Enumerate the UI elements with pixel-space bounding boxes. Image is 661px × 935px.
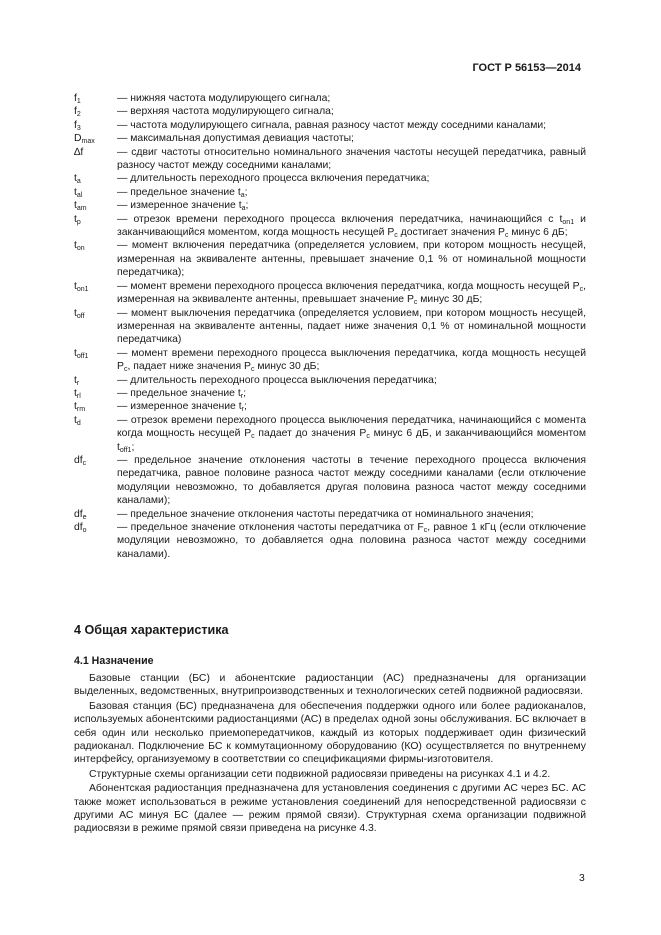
definition-row	[74, 146, 589, 173]
definition-row	[74, 186, 586, 199]
definition-symbol: $D_{max}$	[74, 133, 95, 146]
page-number: 3	[579, 873, 585, 884]
section-title: 4 Общая характеристика	[74, 623, 229, 637]
definition-text: — отрезок времени переходного процесса включения передатчика, начинающийся с $t_{on1}$ и заканчивающийся моментом, когда мощность несущей $P_c$ достигает значения $P_c$ минус 6 дБ;	[117, 213, 589, 240]
definition-symbol: $t_r$	[74, 374, 80, 387]
definition-text: — максимальная допустимая девиация частоты;	[117, 133, 354, 145]
definition-symbol: $df_o$	[74, 522, 87, 534]
paragraph: Абонентская радиостанция предназначена для установления соединения с другими АС через БС. АС также может использоваться в режиме установления соединений для непосредственной радиосвязи с другими АС минуя БС (далее — режим прямой связи). Структурная схема организации подвижной радиосвязи в режиме прямой связи приведена на рисунке 4.3.	[74, 783, 586, 835]
definition-row	[74, 521, 589, 561]
definition-text: — верхняя частота модулирующего сигнала;	[117, 106, 334, 118]
definition-symbol: $t_a$	[74, 173, 81, 186]
definition-row	[74, 239, 589, 279]
definition-symbol: $t_{on}$	[74, 240, 85, 253]
definition-text: — измеренное значение $t_r$;	[117, 401, 247, 414]
definition-symbol: $t_{rm}$	[74, 401, 86, 414]
definition-text: — момент выключения передатчика (определяется условием, при котором мощность несущей, измеренная на эквиваленте антенны, падает ниже значения 0,1 % от номинальной мощности передатчика)	[117, 307, 589, 346]
definition-row	[74, 92, 586, 105]
definition-row	[74, 280, 589, 307]
definition-text: — момент времени переходного процесса выключения передатчика, когда мощность несущей $P_c$, падает ниже значения $P_c$ минус 30 дБ;	[117, 347, 589, 374]
standard-header: ГОСТ Р 56153—2014	[472, 62, 581, 74]
definition-row	[74, 199, 586, 212]
definition-symbol: $t_d$	[74, 414, 81, 427]
definition-text: — отрезок времени переходного процесса выключения передатчика, начинающийся с момента когда мощность несущей $P_c$ падает до значения $P_c$ минус 6 дБ, и заканчивающийся моментом $t_{off1}$;	[117, 414, 589, 454]
definition-row	[74, 119, 586, 132]
definition-row	[74, 105, 586, 118]
definition-text: — сдвиг частоты относительно номинального значения частоты несущей передатчика, равный разносу частот между соседними каналами;	[117, 146, 589, 172]
paragraph: Базовые станции (БС) и абонентские радиостанции (АС) предназначены для организации выделенных, ведомственных, внутрипроизводственных и технологических сетей подвижной радиосвязи.	[74, 673, 586, 698]
definition-symbol: $t_{on1}$	[74, 280, 89, 293]
definition-symbol: $t_{off1}$	[74, 347, 89, 360]
definition-text: — предельное значение отклонения частоты в течение переходного процесса включения передатчика, равное половине разноса частот между соседними каналами (если отключение модуляции невозможно, то добавляется другая половина разноса частот между соседними каналами);	[117, 454, 589, 507]
paragraph: Структурные схемы организации сети подвижной радиосвязи приведены на рисунках 4.1 и 4.2.	[89, 768, 551, 780]
definition-text: — измеренное значение $t_a$;	[117, 200, 249, 213]
definition-symbol: $f_1$	[74, 93, 81, 105]
definition-symbol: $df_e$	[74, 508, 87, 521]
definition-row	[74, 508, 586, 521]
definition-text: — момент времени переходного процесса включения передатчика, когда мощность несущей $P_c$, измеренная на эквиваленте антенны, превышает значение $P_c$ минус 30 дБ;	[117, 280, 589, 307]
definition-symbol: $t_{al}$	[74, 186, 83, 199]
definition-text: — предельное значение $t_r$;	[117, 387, 246, 400]
definition-symbol: $f_2$	[74, 106, 81, 119]
definition-text: — предельное значение $t_a$;	[117, 186, 248, 199]
definition-row	[74, 414, 589, 454]
definition-text: — предельное значение отклонения частоты передатчика от номинального значения;	[117, 508, 534, 520]
definition-row	[74, 132, 586, 145]
definition-text: — длительность переходного процесса выключения передатчика;	[117, 374, 437, 386]
definition-symbol: $t_{off}$	[74, 307, 85, 320]
definition-text: — момент включения передатчика (определяется условием, при котором мощность несущей, измеренная на эквиваленте антенны, превышает значение 0,1 % от номинальной мощности передатчика);	[117, 240, 589, 279]
definition-text: — длительность переходного процесса включения передатчика;	[117, 173, 430, 185]
definition-symbol: $f_3$	[74, 119, 81, 132]
definition-row	[74, 387, 586, 400]
definition-symbol: $t_{rl}$	[74, 387, 81, 400]
definition-row	[74, 400, 586, 413]
definition-row	[74, 172, 586, 185]
definition-text: — нижняя частота модулирующего сигнала;	[117, 93, 331, 104]
paragraph: Базовая станция (БС) предназначена для обеспечения поддержки одного или более радиоканалов, используемых абонентскими радиостанциями (АС) в пределах одной зоны обслуживания. БС включает в себя один или несколько приемопередатчиков, каждый из которых поддерживает один физический радиоканал. Подключение БС к коммутационному оборудованию (КО) осуществляется по внутреннему интерфейсу, организуемому в соответствии со спецификациями фирмы-изготовителя.	[74, 700, 586, 766]
definition-text: — частота модулирующего сигнала, равная разносу частот между соседними каналами;	[117, 119, 547, 131]
definition-row	[74, 307, 589, 347]
definition-symbol: ∆f	[74, 146, 84, 158]
body-text	[74, 672, 586, 837]
definition-row	[74, 347, 589, 374]
definitions-list	[74, 92, 589, 561]
definition-row	[74, 213, 589, 240]
subsection-title: 4.1 Назначение	[74, 655, 154, 667]
definition-row	[74, 454, 589, 508]
definition-symbol: $df_c$	[74, 454, 87, 467]
definition-symbol: $t_p$	[74, 213, 81, 226]
definition-text: — предельное значение отклонения частоты передатчика от $F_c$, равное 1 кГц (если отключение модуляции невозможно, то добавляется одна половина разноса частот между соседними каналами).	[117, 522, 589, 560]
definition-symbol: $t_{am}$	[74, 200, 87, 213]
definition-row	[74, 374, 586, 387]
